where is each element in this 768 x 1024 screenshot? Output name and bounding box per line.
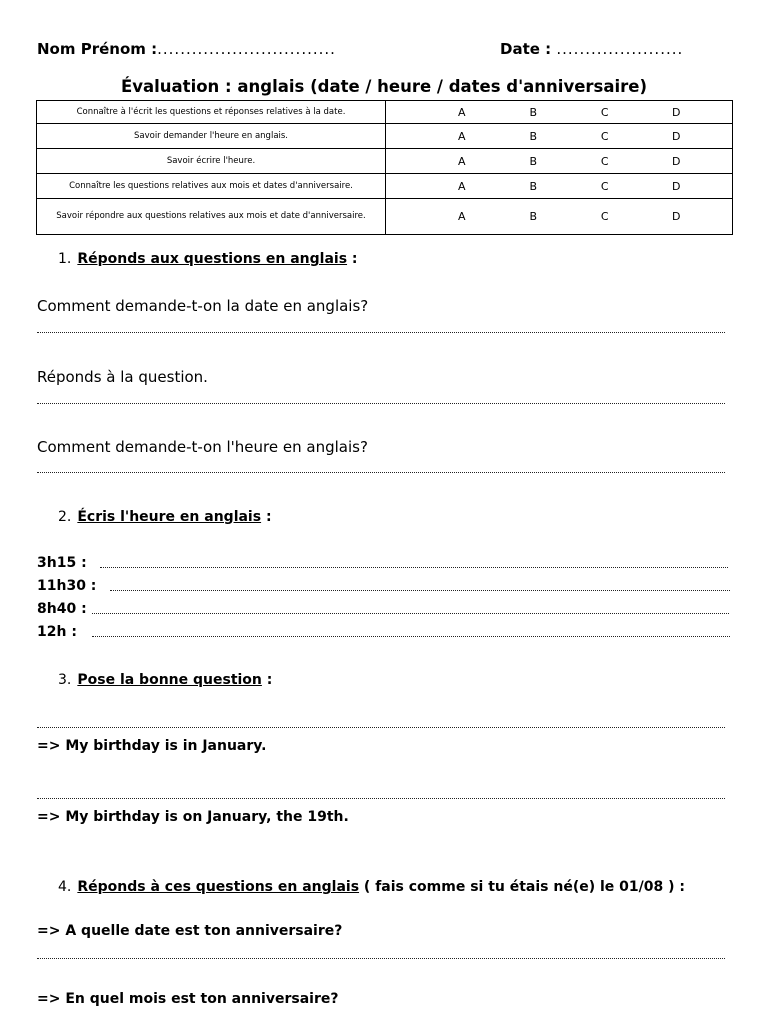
grade-d: D bbox=[672, 179, 681, 193]
grade-d: D bbox=[672, 154, 681, 168]
criteria-row bbox=[37, 149, 733, 174]
criteria-row bbox=[37, 101, 733, 124]
time-label: 11h30 : bbox=[37, 578, 97, 594]
answer-line[interactable] bbox=[37, 798, 725, 799]
grade-a: A bbox=[457, 210, 466, 223]
question-4a: => A quelle date est ton anniversaire? bbox=[37, 923, 343, 939]
time-label: 8h40 : bbox=[37, 601, 87, 617]
time-row bbox=[37, 555, 87, 571]
grade-c: C bbox=[600, 179, 609, 193]
answer-line[interactable] bbox=[37, 727, 725, 728]
section-3-title: Pose la bonne question bbox=[77, 672, 262, 688]
grade-c: C bbox=[600, 105, 609, 119]
grade-d: D bbox=[672, 129, 681, 143]
grade-a: A bbox=[457, 105, 466, 119]
grade-c: C bbox=[600, 210, 609, 223]
name-dots: ............................... bbox=[157, 40, 336, 58]
time-label: 3h15 : bbox=[37, 555, 87, 571]
time-label: 12h : bbox=[37, 624, 77, 640]
answer-line[interactable] bbox=[37, 472, 725, 473]
date-dots: ...................... bbox=[556, 40, 684, 58]
answer-line[interactable] bbox=[37, 332, 725, 333]
section-2-title: Écris l'heure en anglais bbox=[77, 509, 262, 525]
time-row bbox=[37, 601, 87, 617]
question-2: Réponds à la question. bbox=[37, 368, 208, 386]
criteria-table bbox=[36, 100, 733, 235]
grade-d: D bbox=[672, 210, 681, 223]
time-answer-line[interactable] bbox=[92, 636, 730, 637]
grade-b: B bbox=[529, 210, 538, 223]
page-title: Évaluation : anglais (date / heure / dates d'anniversaire) bbox=[120, 77, 648, 96]
criteria-text: Savoir répondre aux questions relatives aux mois et date d'anniversaire. bbox=[37, 199, 386, 235]
section-4-title: Réponds à ces questions en anglais bbox=[77, 879, 360, 895]
section-1-heading: 1. Réponds aux questions en anglais : bbox=[58, 251, 358, 267]
section-4-heading: 4. Réponds à ces questions en anglais ( fais comme si tu étais né(e) le 01/08 ) : bbox=[58, 879, 685, 895]
time-row bbox=[37, 624, 77, 640]
criteria-row bbox=[37, 124, 733, 149]
answer-2: => My birthday is on January, the 19th. bbox=[37, 809, 349, 825]
question-4b: => En quel mois est ton anniversaire? bbox=[37, 991, 339, 1007]
time-answer-line[interactable] bbox=[92, 613, 729, 614]
grade-d: D bbox=[672, 105, 681, 119]
grade-b: B bbox=[529, 129, 538, 143]
answer-line[interactable] bbox=[37, 958, 725, 959]
grade-b: B bbox=[529, 179, 538, 193]
criteria-text: Savoir demander l'heure en anglais. bbox=[37, 124, 386, 149]
date-label: Date : bbox=[500, 40, 552, 58]
grade-c: C bbox=[600, 129, 609, 143]
criteria-row bbox=[37, 199, 733, 235]
section-3-heading: 3. Pose la bonne question : bbox=[58, 672, 273, 688]
time-row bbox=[37, 578, 96, 594]
name-label: Nom Prénom : bbox=[37, 40, 158, 58]
section-1-title: Réponds aux questions en anglais bbox=[77, 251, 348, 267]
question-1: Comment demande-t-on la date en anglais? bbox=[37, 297, 369, 315]
time-answer-line[interactable] bbox=[100, 567, 728, 568]
grade-b: B bbox=[529, 154, 538, 168]
criteria-text: Connaître les questions relatives aux mois et dates d'anniversaire. bbox=[37, 174, 386, 199]
name-field bbox=[37, 40, 336, 58]
grade-a: A bbox=[457, 129, 466, 143]
answer-line[interactable] bbox=[37, 403, 725, 404]
answer-1: => My birthday is in January. bbox=[37, 738, 267, 754]
time-answer-line[interactable] bbox=[110, 590, 730, 591]
section-2-heading: 2. Écris l'heure en anglais : bbox=[58, 509, 272, 525]
grade-a: A bbox=[457, 154, 466, 168]
criteria-row bbox=[37, 174, 733, 199]
grade-b: B bbox=[529, 105, 538, 119]
question-3: Comment demande-t-on l'heure en anglais? bbox=[37, 438, 368, 456]
date-field bbox=[500, 40, 683, 58]
criteria-text: Connaître à l'écrit les questions et réponses relatives à la date. bbox=[37, 101, 386, 124]
criteria-text: Savoir écrire l'heure. bbox=[37, 149, 386, 174]
grade-a: A bbox=[457, 179, 466, 193]
grade-c: C bbox=[600, 154, 609, 168]
